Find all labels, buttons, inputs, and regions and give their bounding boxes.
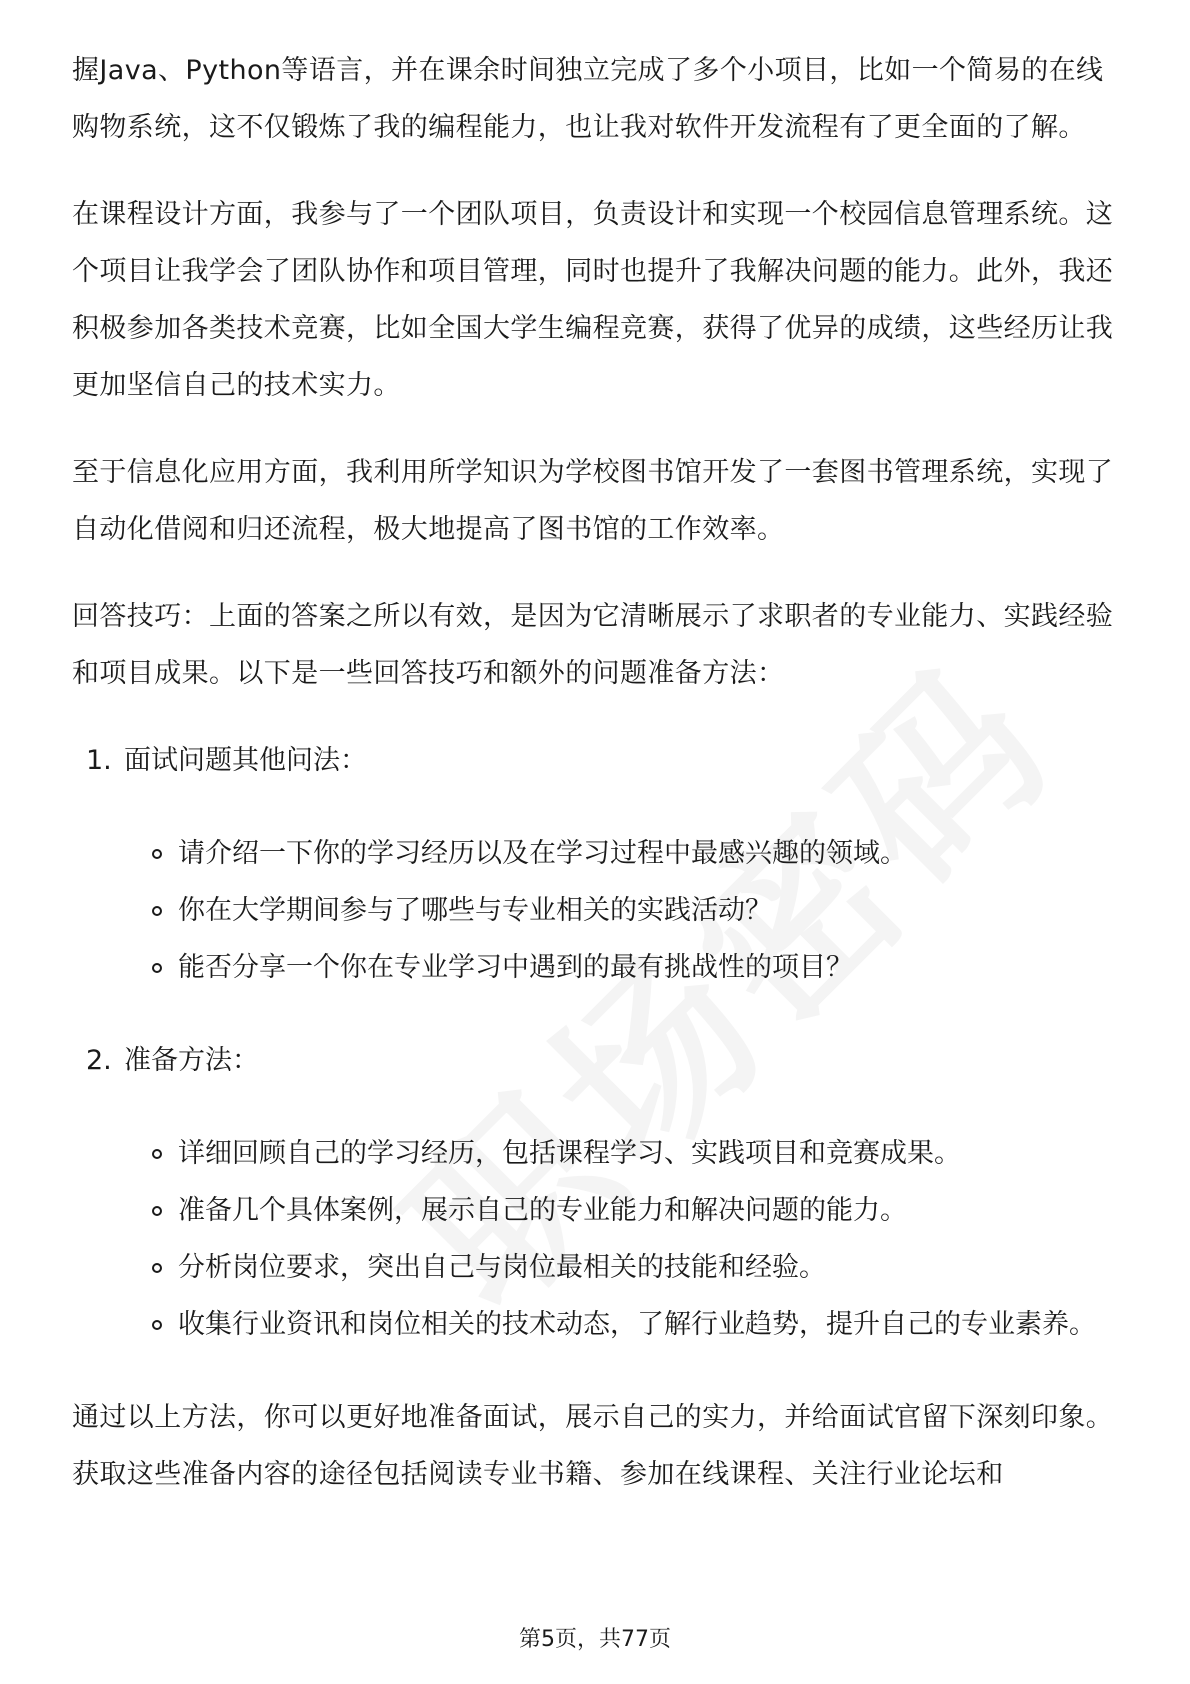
bullet-circle-icon	[152, 849, 162, 859]
bullet-circle-icon	[152, 1263, 162, 1273]
bullet-list	[72, 825, 1122, 996]
paragraph: 通过以上方法，你可以更好地准备面试，展示自己的实力，并给面试官留下深刻印象。获取这些准备内容的途径包括阅读专业书籍、参加在线课程、关注行业论坛和	[72, 1402, 1114, 1490]
list-number: 2.	[86, 1045, 112, 1076]
list-item: 能否分享一个你在专业学习中遇到的最有挑战性的项目？	[152, 939, 1122, 996]
numbered-list-item	[86, 732, 1122, 789]
page-number-footer: 第5页，共77页	[519, 1627, 671, 1652]
paragraph: 握Java、Python等语言，并在课余时间独立完成了多个小项目，比如一个简易的在线购物系统，这不仅锻炼了我的编程能力，也让我对软件开发流程有了更全面的了解。	[72, 55, 1104, 143]
page-content	[72, 42, 1122, 1533]
bullet-list	[72, 1125, 1122, 1353]
bullet-circle-icon	[152, 1149, 162, 1159]
paragraph: 至于信息化应用方面，我利用所学知识为学校图书馆开发了一套图书管理系统，实现了自动化借阅和归还流程，极大地提高了图书馆的工作效率。	[72, 457, 1114, 545]
list-item-title: 面试问题其他问法：	[124, 745, 367, 776]
list-item: 详细回顾自己的学习经历，包括课程学习、实践项目和竞赛成果。	[152, 1125, 1122, 1182]
bullet-circle-icon	[152, 906, 162, 916]
list-item: 你在大学期间参与了哪些与专业相关的实践活动？	[152, 882, 1122, 939]
numbered-list	[72, 732, 1122, 1353]
numbered-list-item	[86, 1032, 1122, 1089]
bullet-circle-icon	[152, 1320, 162, 1330]
list-item: 请介绍一下你的学习经历以及在学习过程中最感兴趣的领域。	[152, 825, 1122, 882]
list-item: 收集行业资讯和岗位相关的技术动态，了解行业趋势，提升自己的专业素养。	[152, 1296, 1122, 1353]
list-item: 分析岗位要求，突出自己与岗位最相关的技能和经验。	[152, 1239, 1122, 1296]
list-number: 1.	[86, 745, 112, 776]
bullet-circle-icon	[152, 1206, 162, 1216]
list-item-title: 准备方法：	[124, 1045, 259, 1076]
paragraph: 在课程设计方面，我参与了一个团队项目，负责设计和实现一个校园信息管理系统。这个项目让我学会了团队协作和项目管理，同时也提升了我解决问题的能力。此外，我还积极参加各类技术竞赛，比如全国大学生编程竞赛，获得了优异的成绩，这些经历让我更加坚信自己的技术实力。	[72, 199, 1114, 401]
bullet-circle-icon	[152, 963, 162, 973]
list-item: 准备几个具体案例，展示自己的专业能力和解决问题的能力。	[152, 1182, 1122, 1239]
paragraph: 回答技巧：上面的答案之所以有效，是因为它清晰展示了求职者的专业能力、实践经验和项目成果。以下是一些回答技巧和额外的问题准备方法：	[72, 601, 1114, 689]
